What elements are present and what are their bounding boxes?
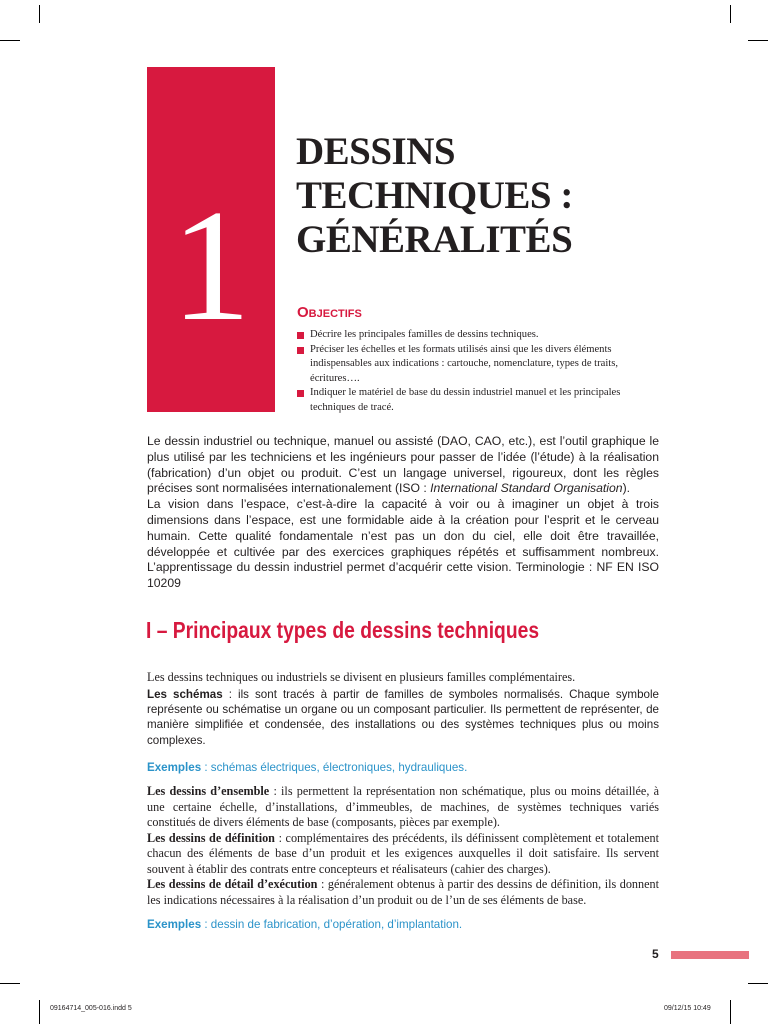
section-body-1 xyxy=(147,670,659,686)
examples-label: Exemples xyxy=(147,918,202,931)
definition-paragraph xyxy=(147,831,659,878)
definition-label: Les dessins de définition xyxy=(147,830,275,845)
intro-text-part: Le dessin industriel ou technique, manuel ou assisté (DAO, CAO, etc.), est l’outil graphique le plus utilisé par les techniciens et les ingénieurs pour passer de l’idée (l’étude) à la réalisation (fabrication) d’un objet ou produit. C’est un langage universel, rigoureux, dont les règles précises sont normalisées internationalement (ISO : xyxy=(147,434,659,496)
detail-paragraph xyxy=(147,877,659,908)
bullet-square-icon xyxy=(297,347,304,354)
section-title: I – Principaux types de dessins techniques xyxy=(146,617,540,643)
chapter-title-line: DESSINS xyxy=(296,130,456,173)
ensemble-paragraph xyxy=(147,784,659,831)
footer-date: 09/12/15 10:49 xyxy=(664,1005,711,1012)
schemas-label: Les schémas xyxy=(147,688,223,701)
section-lead: Les dessins techniques ou industriels se divisent en plusieurs familles complémentaires. xyxy=(147,670,576,684)
objective-item xyxy=(297,328,667,343)
bullet-square-icon xyxy=(297,332,304,339)
crop-mark xyxy=(748,983,768,984)
objectives-heading xyxy=(297,304,362,321)
intro-paragraph-1 xyxy=(147,434,659,497)
intro-text xyxy=(147,434,659,592)
detail-label: Les dessins de détail d’exécution xyxy=(147,877,318,891)
crop-mark xyxy=(0,40,20,41)
ensemble-label: Les dessins d’ensemble xyxy=(147,784,270,798)
intro-paragraph-2: La vision dans l’espace, c’est-à-dire la capacité à voir ou à imaginer un objet à trois dimensions dans l’espace, est une formidable aide à la création pour l’esprit et le cerveau humain. Cette qualité fondamentale n’est pas un don du ciel, elle doit être travaillée, développée et cultivée par des exercices graphiques répétés et suffisamment nombreux. L’apprentissage du dessin industriel permet d’acquérir cette vision. Terminologie : NF EN ISO 10209 xyxy=(147,497,659,591)
crop-mark xyxy=(39,5,40,23)
objectives-heading-initial: O xyxy=(297,304,309,321)
schemas-paragraph xyxy=(147,687,659,748)
objectives-heading-rest: BJECTIFS xyxy=(308,308,362,320)
examples-label: Exemples xyxy=(147,761,202,774)
objectives-list xyxy=(297,328,667,415)
chapter-title-line: GÉNÉRALITÉS xyxy=(296,218,573,261)
page-number: 5 xyxy=(652,947,659,961)
objective-text: Indiquer le matériel de base du dessin industriel manuel et les principales techniques de tracé. xyxy=(310,387,621,413)
schemas-text: : ils sont tracés à partir de familles de symboles normalisés. Chaque symbole représente ou schématise un organe ou un composant particulier. Ils permettent de représenter, de manière simplifiée et condensée, des installations ou des systèmes techniques plus ou moins complexes. xyxy=(147,688,659,747)
examples-text: : schémas électriques, électroniques, hydrauliques. xyxy=(201,761,468,774)
bullet-square-icon xyxy=(297,390,304,397)
examples-line-1 xyxy=(147,761,467,774)
crop-mark xyxy=(730,1000,731,1024)
crop-mark xyxy=(748,40,768,41)
objective-item xyxy=(297,343,667,387)
crop-mark xyxy=(39,1000,40,1024)
crop-mark xyxy=(730,5,731,23)
definitions-block xyxy=(147,784,659,908)
page-number-bar xyxy=(671,951,749,959)
chapter-number: 1 xyxy=(171,176,251,354)
objective-text: Préciser les échelles et les formats utilisés ainsi que les divers éléments indispensables aux indications : cartouche, nomenclature, types de traits, écritures…. xyxy=(310,343,619,384)
objective-item xyxy=(297,386,667,415)
ensemble-text: : ils permettent la représentation non schématique, plus ou moins détaillée, à une certaine échelle, d’installations, d’immeubles, de machines, de systèmes techniques variés constitués de divers éléments de base (composants, pièces par exemple). xyxy=(147,784,659,829)
definition-text: : complémentaires des précédents, ils définissent complètement et totalement chacun des éléments de base d’un produit et les exigences auxquelles il doit satisfaire. Ils servent souvent à établir des contrats entre concepteurs et réalisateurs (cahier des charges). xyxy=(147,830,659,876)
crop-mark xyxy=(0,983,20,984)
objective-text: Décrire les principales familles de dessins techniques. xyxy=(310,329,539,340)
footer-file: 09164714_005-016.indd 5 xyxy=(50,1005,132,1012)
chapter-title xyxy=(296,130,573,262)
chapter-title-line: TECHNIQUES : xyxy=(296,174,573,217)
intro-text-part: ). xyxy=(622,481,631,496)
detail-text: : généralement obtenus à partir des dessins de définition, ils donnent les indications nécessaires à la réalisation d’un produit ou de l’un de ses éléments de base. xyxy=(147,877,659,907)
chapter-number-block xyxy=(147,67,275,412)
examples-text: : dessin de fabrication, d’opération, d’implantation. xyxy=(201,918,463,931)
examples-line-2 xyxy=(147,918,462,931)
intro-italic: International Standard Organisation xyxy=(430,481,623,496)
